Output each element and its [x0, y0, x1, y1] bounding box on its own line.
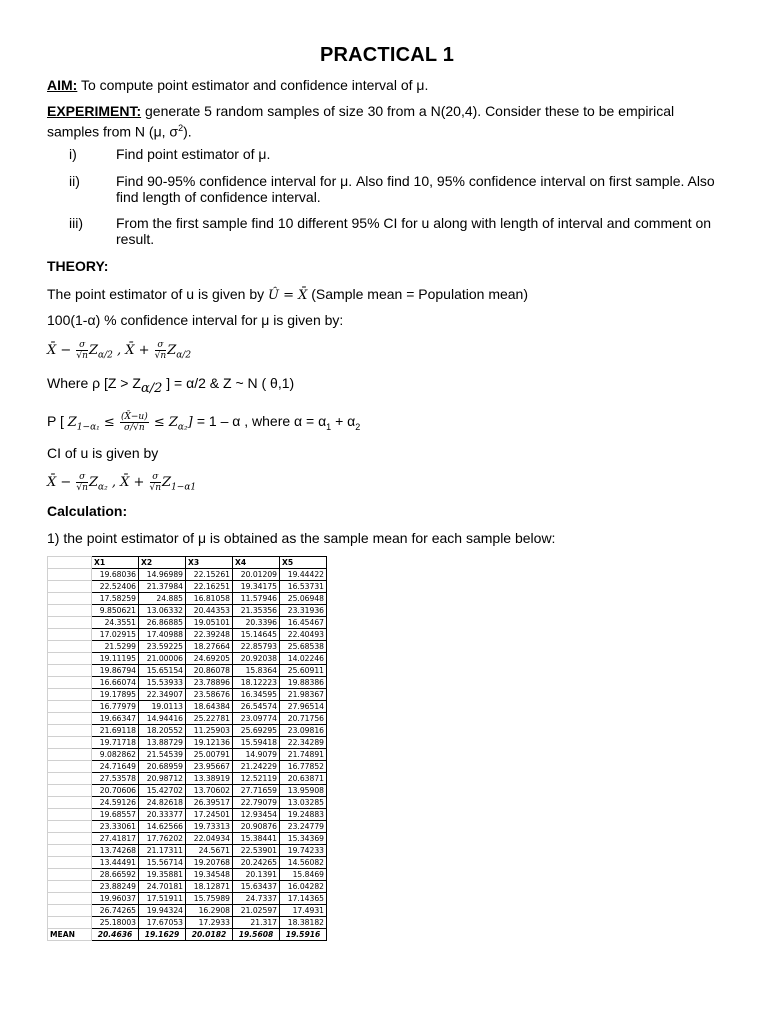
experiment-text-1: generate 5 random samples of size 30 from a N(20,4). Consider these to be empirical — [145, 103, 675, 119]
probability-prefix: P [ — [47, 413, 64, 429]
table-cell: 21.17311 — [139, 845, 186, 857]
row-label-cell — [48, 845, 92, 857]
task-number: ii) — [69, 173, 80, 189]
aim-text: To compute point estimator and confidence interval of μ. — [80, 77, 429, 93]
table-cell: 20.44353 — [186, 605, 233, 617]
table-cell: 20.71756 — [280, 713, 327, 725]
point-estimator-text: The point estimator of u is given by — [47, 286, 265, 302]
table-cell: 27.53578 — [92, 773, 139, 785]
table-cell: 13.38919 — [186, 773, 233, 785]
row-label-cell — [48, 677, 92, 689]
table-cell: 21.54539 — [139, 749, 186, 761]
mean-cell: 19.5608 — [233, 929, 280, 941]
table-cell: 19.34175 — [233, 581, 280, 593]
table-cell: 26.86885 — [139, 617, 186, 629]
table-row — [48, 665, 327, 677]
experiment-label: EXPERIMENT: — [47, 103, 142, 119]
table-cell: 22.16251 — [186, 581, 233, 593]
table-cell: 19.68036 — [92, 569, 139, 581]
table-cell: 18.12223 — [233, 677, 280, 689]
table-row — [48, 605, 327, 617]
table-cell: 18.64384 — [186, 701, 233, 713]
table-cell: 15.8364 — [233, 665, 280, 677]
table-cell: 9.850621 — [92, 605, 139, 617]
table-cell: 19.73313 — [186, 821, 233, 833]
table-row — [48, 893, 327, 905]
table-cell: 20.68959 — [139, 761, 186, 773]
column-header: X5 — [280, 557, 327, 569]
row-label-cell — [48, 869, 92, 881]
table-cell: 22.85793 — [233, 641, 280, 653]
table-cell: 24.3551 — [92, 617, 139, 629]
where-text: Where ρ [Z > Z — [47, 375, 141, 391]
table-cell: 25.69295 — [233, 725, 280, 737]
table-row — [48, 569, 327, 581]
table-cell: 17.67053 — [139, 917, 186, 929]
table-cell: 20.98712 — [139, 773, 186, 785]
table-cell: 21.69118 — [92, 725, 139, 737]
table-cell: 11.57946 — [233, 593, 280, 605]
row-label-cell — [48, 617, 92, 629]
table-cell: 27.96514 — [280, 701, 327, 713]
table-cell: 15.75989 — [186, 893, 233, 905]
row-label-cell — [48, 785, 92, 797]
table-cell: 19.88386 — [280, 677, 327, 689]
table-cell: 14.56082 — [280, 857, 327, 869]
where-tail: ] = α/2 & Z ~ N ( θ,1) — [166, 375, 295, 391]
table-cell: 23.78896 — [186, 677, 233, 689]
table-cell: 17.24501 — [186, 809, 233, 821]
ci-u-line: CI of u is given by — [47, 445, 159, 461]
table-cell: 21.35356 — [233, 605, 280, 617]
mean-label: MEAN — [48, 929, 92, 941]
row-label-cell — [48, 809, 92, 821]
table-cell: 18.38182 — [280, 917, 327, 929]
table-cell: 24.7337 — [233, 893, 280, 905]
table-cell: 25.60911 — [280, 665, 327, 677]
task-item-1 — [47, 146, 727, 163]
table-cell: 16.66074 — [92, 677, 139, 689]
table-cell: 17.51911 — [139, 893, 186, 905]
task-number: i) — [69, 146, 77, 162]
row-label-cell — [48, 773, 92, 785]
table-cell: 19.94324 — [139, 905, 186, 917]
table-row — [48, 833, 327, 845]
table-cell: 20.92038 — [233, 653, 280, 665]
table-cell: 21.5299 — [92, 641, 139, 653]
table-row — [48, 761, 327, 773]
table-cell: 19.24883 — [280, 809, 327, 821]
table-cell: 23.88249 — [92, 881, 139, 893]
aim-line — [47, 77, 428, 94]
row-label-cell — [48, 641, 92, 653]
table-row — [48, 677, 327, 689]
row-label-cell — [48, 569, 92, 581]
table-cell: 26.39517 — [186, 797, 233, 809]
table-cell: 16.81058 — [186, 593, 233, 605]
table-cell: 28.66592 — [92, 869, 139, 881]
table-row — [48, 749, 327, 761]
mean-cell: 19.5916 — [280, 929, 327, 941]
table-cell: 15.14645 — [233, 629, 280, 641]
table-corner-cell — [48, 557, 92, 569]
table-cell: 24.71649 — [92, 761, 139, 773]
row-label-cell — [48, 833, 92, 845]
table-cell: 18.20552 — [139, 725, 186, 737]
table-cell: 24.82618 — [139, 797, 186, 809]
table-cell: 16.2908 — [186, 905, 233, 917]
table-cell: 14.96989 — [139, 569, 186, 581]
table-cell: 19.34548 — [186, 869, 233, 881]
row-label-cell — [48, 905, 92, 917]
table-cell: 19.44422 — [280, 569, 327, 581]
table-cell: 12.93454 — [233, 809, 280, 821]
table-cell: 13.06332 — [139, 605, 186, 617]
row-label-cell — [48, 893, 92, 905]
task-number: iii) — [69, 215, 83, 231]
table-row — [48, 821, 327, 833]
table-cell: 20.90876 — [233, 821, 280, 833]
table-cell: 25.06948 — [280, 593, 327, 605]
table-cell: 23.31936 — [280, 605, 327, 617]
table-cell: 24.70181 — [139, 881, 186, 893]
theory-heading: THEORY: — [47, 258, 109, 274]
table-row — [48, 701, 327, 713]
task-text: Find point estimator of μ. — [116, 146, 271, 162]
estimator-formula: Û = X̄ — [268, 288, 308, 303]
table-cell: 15.63437 — [233, 881, 280, 893]
table-cell: 23.58676 — [186, 689, 233, 701]
calculation-step-1: 1) the point estimator of μ is obtained as the sample mean for each sample below: — [47, 530, 556, 546]
row-label-cell — [48, 593, 92, 605]
row-label-cell — [48, 713, 92, 725]
column-header: X3 — [186, 557, 233, 569]
table-cell: 23.09774 — [233, 713, 280, 725]
table-cell: 22.40493 — [280, 629, 327, 641]
table-row — [48, 737, 327, 749]
table-cell: 17.76202 — [139, 833, 186, 845]
table-cell: 21.317 — [233, 917, 280, 929]
table-cell: 21.00006 — [139, 653, 186, 665]
table-cell: 20.01209 — [233, 569, 280, 581]
table-cell: 20.86078 — [186, 665, 233, 677]
table-cell: 23.59225 — [139, 641, 186, 653]
experiment-sup: 2 — [178, 123, 184, 133]
table-cell: 16.04282 — [280, 881, 327, 893]
table-cell: 25.18003 — [92, 917, 139, 929]
table-cell: 19.66347 — [92, 713, 139, 725]
point-estimator-note: (Sample mean = Population mean) — [311, 286, 528, 302]
table-cell: 15.34369 — [280, 833, 327, 845]
table-row — [48, 809, 327, 821]
table-row — [48, 881, 327, 893]
where-line: Where ρ [$Z > Z_{\alpha/2}$ ] = α/2 & Z ~ N ( θ,1) — [47, 375, 295, 396]
table-cell: 15.65154 — [139, 665, 186, 677]
table-cell: 17.2933 — [186, 917, 233, 929]
table-cell: 24.5671 — [186, 845, 233, 857]
table-cell: 25.68538 — [280, 641, 327, 653]
table-cell: 16.34595 — [233, 689, 280, 701]
row-label-cell — [48, 581, 92, 593]
table-cell: 20.33377 — [139, 809, 186, 821]
aim-label: AIM: — [47, 77, 78, 93]
table-body — [48, 569, 327, 941]
task-item-2 — [47, 173, 727, 207]
probability-line: P [ $Z_{1-\alpha_1}$ ≤ $\frac{(X̄-u)}{\sigma/√n}$ ≤ $Z_{\alpha_2}] = 1 - \alpha$ , where $\alpha = \alpha_1 + \alpha_2$ — [47, 412, 361, 433]
table-cell: 13.70602 — [186, 785, 233, 797]
table-cell: 23.95667 — [186, 761, 233, 773]
table-cell: 15.38441 — [233, 833, 280, 845]
table-row — [48, 581, 327, 593]
table-cell: 22.79079 — [233, 797, 280, 809]
table-cell: 15.42702 — [139, 785, 186, 797]
table-cell: 20.63871 — [280, 773, 327, 785]
task-text: From the first sample find 10 different 95% CI for u along with length of interval and comment on result. — [116, 215, 712, 247]
table-cell: 21.74891 — [280, 749, 327, 761]
table-cell: 14.94416 — [139, 713, 186, 725]
row-label-cell — [48, 749, 92, 761]
ci-u-formula: X̄ − $\frac{\sigma}{√n}$ $Z_{\alpha_2}$ , X̄ + $\frac{\sigma}{√n}$ $Z_{1-\alpha 1}$ — [47, 472, 197, 493]
column-header: X4 — [233, 557, 280, 569]
table-cell: 26.54574 — [233, 701, 280, 713]
table-row — [48, 641, 327, 653]
table-cell: 14.9079 — [233, 749, 280, 761]
row-label-cell — [48, 821, 92, 833]
table-cell: 24.885 — [139, 593, 186, 605]
table-cell: 26.74265 — [92, 905, 139, 917]
table-cell: 19.96037 — [92, 893, 139, 905]
table-cell: 22.34289 — [280, 737, 327, 749]
row-label-cell — [48, 857, 92, 869]
table-header-row — [48, 557, 327, 569]
table-cell: 19.71718 — [92, 737, 139, 749]
table-row — [48, 905, 327, 917]
table-cell: 24.69205 — [186, 653, 233, 665]
table-cell: 19.0113 — [139, 701, 186, 713]
table-cell: 21.98367 — [280, 689, 327, 701]
row-label-cell — [48, 797, 92, 809]
table-cell: 19.86794 — [92, 665, 139, 677]
table-row — [48, 917, 327, 929]
table-cell: 27.41817 — [92, 833, 139, 845]
table-cell: 18.27664 — [186, 641, 233, 653]
table-cell: 9.082862 — [92, 749, 139, 761]
row-label-cell — [48, 665, 92, 677]
table-row — [48, 713, 327, 725]
column-header: X2 — [139, 557, 186, 569]
mean-row — [48, 929, 327, 941]
table-cell: 22.15261 — [186, 569, 233, 581]
table-cell: 24.59126 — [92, 797, 139, 809]
table-cell: 22.39248 — [186, 629, 233, 641]
ci-formula: X̄ − $\frac{\sigma}{√n}$ $Z_{\alpha/2}$ , X̄ + $\frac{\sigma}{√n}$ $Z_{\alpha/2}$ — [47, 340, 192, 361]
table-cell: 22.34907 — [139, 689, 186, 701]
table-cell: 17.14365 — [280, 893, 327, 905]
point-estimator-line — [47, 286, 528, 304]
samples-table — [47, 556, 327, 941]
mean-cell: 20.4636 — [92, 929, 139, 941]
table-cell: 23.24779 — [280, 821, 327, 833]
row-label-cell — [48, 917, 92, 929]
row-label-cell — [48, 689, 92, 701]
table-cell: 21.02597 — [233, 905, 280, 917]
row-label-cell — [48, 653, 92, 665]
table-cell: 18.12871 — [186, 881, 233, 893]
table-cell: 17.40988 — [139, 629, 186, 641]
table-cell: 21.24229 — [233, 761, 280, 773]
table-row — [48, 785, 327, 797]
table-row — [48, 797, 327, 809]
probability-suffix: = 1 – α , where α = α — [196, 413, 327, 429]
table-row — [48, 629, 327, 641]
table-cell: 15.8469 — [280, 869, 327, 881]
ci-intro-line: 100(1-α) % confidence interval for μ is given by: — [47, 312, 344, 328]
row-label-cell — [48, 761, 92, 773]
table-cell: 20.24265 — [233, 857, 280, 869]
table-cell: 14.62566 — [139, 821, 186, 833]
experiment-line-2 — [47, 120, 192, 141]
task-text: Find 90-95% confidence interval for μ. Also find 10, 95% confidence interval on first sample. Also find length of confidence interval. — [116, 173, 715, 205]
table-cell: 12.52119 — [233, 773, 280, 785]
table-row — [48, 869, 327, 881]
task-item-3 — [47, 215, 727, 249]
table-cell: 13.95908 — [280, 785, 327, 797]
table-cell: 16.77852 — [280, 761, 327, 773]
calculation-heading: Calculation: — [47, 503, 128, 519]
table-cell: 22.04934 — [186, 833, 233, 845]
table-cell: 22.52406 — [92, 581, 139, 593]
mean-cell: 19.1629 — [139, 929, 186, 941]
table-cell: 27.71659 — [233, 785, 280, 797]
table-cell: 17.4931 — [280, 905, 327, 917]
table-cell: 13.74268 — [92, 845, 139, 857]
table-cell: 16.77979 — [92, 701, 139, 713]
table-row — [48, 593, 327, 605]
table-cell: 19.74233 — [280, 845, 327, 857]
mean-cell: 20.0182 — [186, 929, 233, 941]
table-cell: 25.22781 — [186, 713, 233, 725]
table-row — [48, 689, 327, 701]
row-label-cell — [48, 881, 92, 893]
table-row — [48, 617, 327, 629]
row-label-cell — [48, 725, 92, 737]
row-label-cell — [48, 629, 92, 641]
table-cell: 23.09816 — [280, 725, 327, 737]
table-cell: 21.37984 — [139, 581, 186, 593]
table-cell: 11.25903 — [186, 725, 233, 737]
table-cell: 25.00791 — [186, 749, 233, 761]
table-cell: 19.17895 — [92, 689, 139, 701]
page-title: PRACTICAL 1 — [319, 44, 455, 66]
table-cell: 17.58259 — [92, 593, 139, 605]
table-cell: 13.03285 — [280, 797, 327, 809]
table-cell: 19.35881 — [139, 869, 186, 881]
row-label-cell — [48, 701, 92, 713]
table-cell: 14.02246 — [280, 653, 327, 665]
row-label-cell — [48, 605, 92, 617]
column-header: X1 — [92, 557, 139, 569]
table-cell: 16.45467 — [280, 617, 327, 629]
table-cell: 19.05101 — [186, 617, 233, 629]
table-cell: 19.12136 — [186, 737, 233, 749]
table-cell: 13.44491 — [92, 857, 139, 869]
table-cell: 19.20768 — [186, 857, 233, 869]
table-cell: 13.88729 — [139, 737, 186, 749]
table-row — [48, 725, 327, 737]
table-cell: 20.70606 — [92, 785, 139, 797]
experiment-text-3: ). — [183, 123, 192, 140]
table-cell: 20.1391 — [233, 869, 280, 881]
table-cell: 19.68557 — [92, 809, 139, 821]
table-cell: 15.53933 — [139, 677, 186, 689]
table-cell: 17.02915 — [92, 629, 139, 641]
table-cell: 15.59418 — [233, 737, 280, 749]
table-cell: 22.53901 — [233, 845, 280, 857]
table-cell: 20.3396 — [233, 617, 280, 629]
row-label-cell — [48, 737, 92, 749]
table-cell: 15.56714 — [139, 857, 186, 869]
experiment-text-2: samples from N (μ, σ — [47, 123, 179, 140]
table-row — [48, 773, 327, 785]
table-cell: 23.33061 — [92, 821, 139, 833]
table-cell: 19.11195 — [92, 653, 139, 665]
table-row — [48, 845, 327, 857]
table-cell: 16.53731 — [280, 581, 327, 593]
table-row — [48, 857, 327, 869]
table-row — [48, 653, 327, 665]
experiment-line — [47, 103, 674, 120]
